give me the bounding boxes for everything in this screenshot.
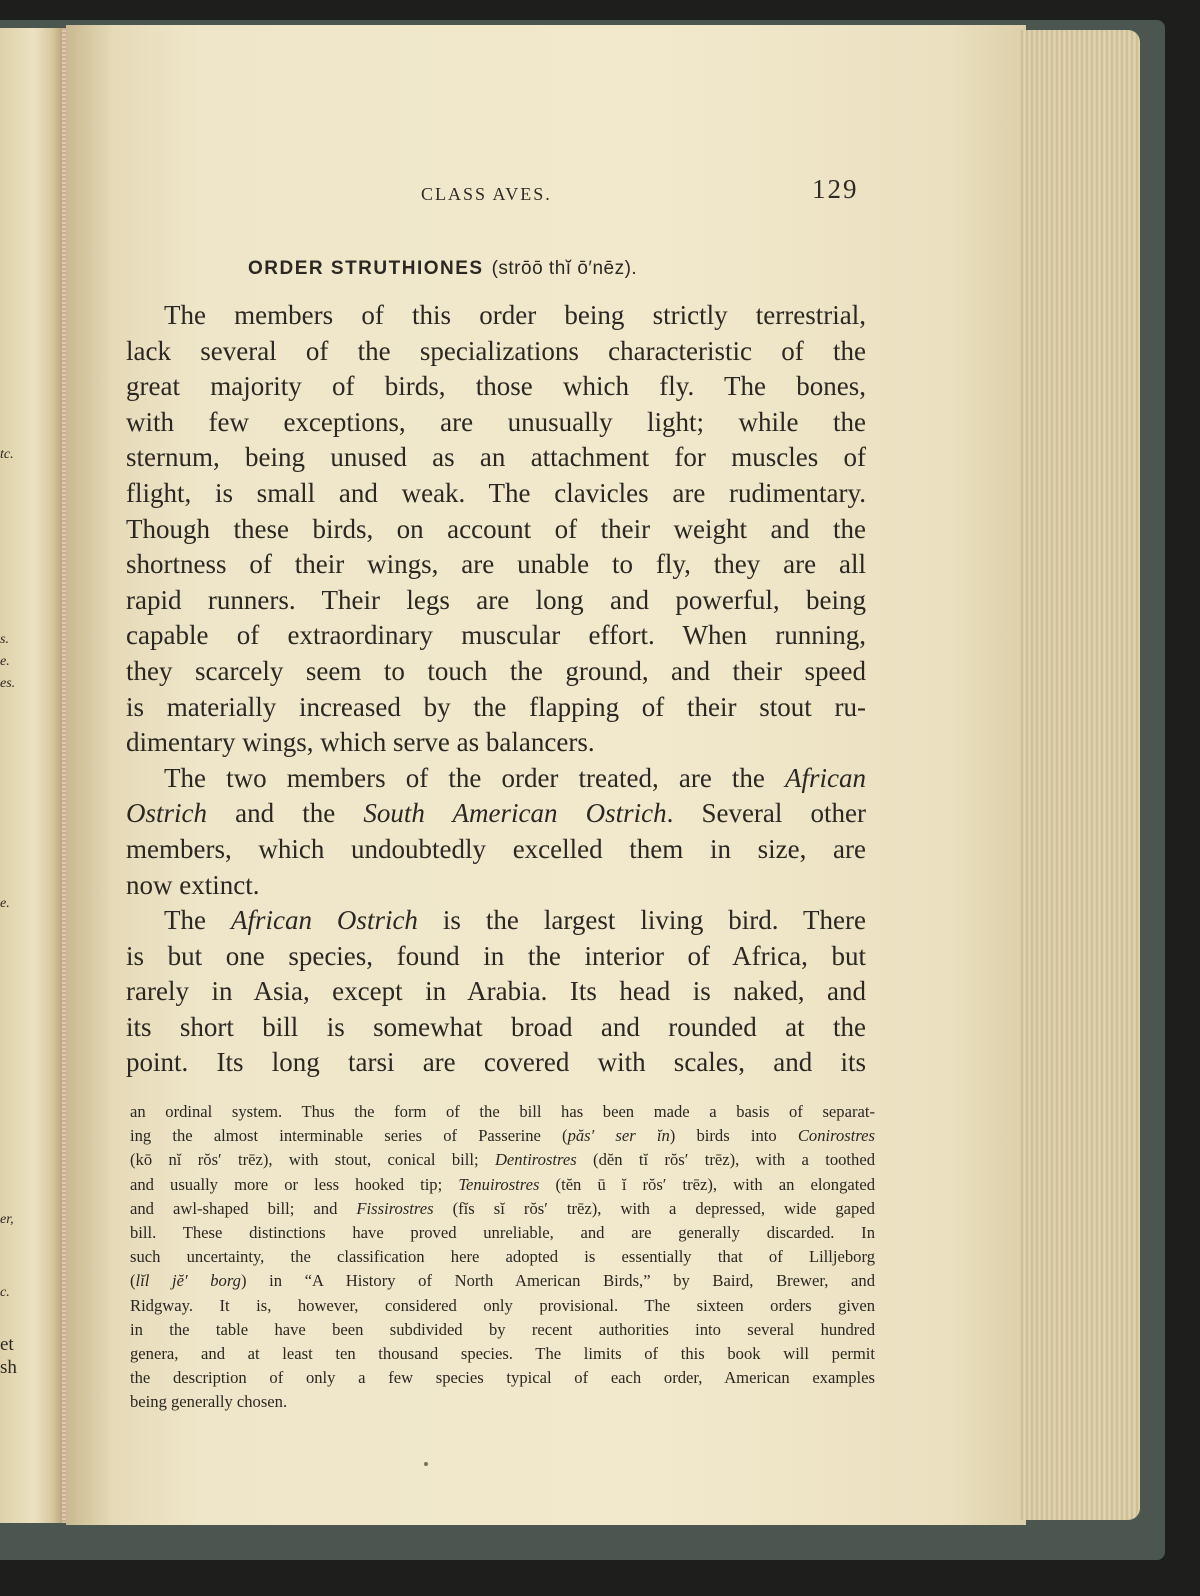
body-line: they scarcely seem to touch the ground, and their speed	[126, 655, 866, 686]
left-fragment: et	[0, 1334, 14, 1355]
body-line: dimentary wings, which serve as balancers.	[126, 727, 595, 758]
footnote-line: in the table have been subdivided by recent authorities into several hundred	[130, 1319, 875, 1339]
footnote-line: genera, and at least ten thousand species. The limits of this book will permit	[130, 1344, 875, 1364]
left-fragment: s.	[0, 632, 9, 647]
body-line: with few exceptions, are unusually light; while the	[126, 406, 866, 437]
body-line: The members of this order being strictly terrestrial,	[164, 300, 866, 330]
order-pronunciation: (strōō thĭ ō′nēz).	[491, 258, 638, 279]
left-fragment: e.	[0, 896, 10, 911]
body-line: sternum, being unused as an attachment for muscles of	[126, 442, 866, 473]
footnote-line: bill. These distinctions have proved unreliable, and are generally discarded. In	[130, 1223, 875, 1243]
body-line: is but one species, found in the interior of Africa, but	[126, 940, 866, 971]
left-fragment: e.	[0, 654, 10, 669]
footnote-line: and usually more or less hooked tip; Tenuirostres (tĕn ū ĭ rŏs′ trēz), with an elongated	[130, 1174, 876, 1194]
body-line-italic: The two members of the order treated, are the African	[164, 762, 866, 793]
body-line: flight, is small and weak. The clavicles are rudimentary.	[126, 477, 866, 508]
body-line: point. Its long tarsi are covered with scales, and its	[126, 1047, 866, 1078]
body-line: is materially increased by the flapping of their stout ru-	[126, 691, 866, 722]
body-line: lack several of the specializations characteristic of the	[126, 335, 866, 366]
body-line: great majority of birds, those which fly. The bones,	[126, 371, 866, 402]
footnote-line: Ridgway. It is, however, considered only provisional. The sixteen orders given	[130, 1295, 875, 1315]
body-line: rapid runners. Their legs are long and powerful, being	[126, 584, 866, 615]
left-fragment: er,	[0, 1212, 14, 1227]
footnote-line: such uncertainty, the classification here adopted is essentially that of Lilljeborg	[130, 1247, 875, 1267]
footnote-line: the description of only a few species typical of each order, American examples	[130, 1368, 875, 1388]
footnote	[130, 1100, 875, 1415]
left-fragment: c.	[0, 1285, 10, 1300]
page-stack	[1020, 30, 1140, 1520]
body-line-italic: Ostrich and the South American Ostrich. Several other	[126, 798, 867, 829]
footnote-line: (kō nĭ rŏs′ trēz), with stout, conical bill; Dentirostres (dĕn tĭ rŏs′ trēz), with a toothed	[130, 1150, 876, 1170]
order-heading	[248, 258, 637, 280]
left-fragment: sh	[0, 1357, 17, 1378]
body-line: its short bill is somewhat broad and rounded at the	[126, 1011, 866, 1042]
footnote-line: and awl-shaped bill; and Fissirostres (fĭs sĭ rŏs′ trēz), with a depressed, wide gaped	[130, 1198, 875, 1218]
left-fragment: es.	[0, 676, 16, 691]
page-number: 129	[812, 174, 859, 204]
left-fragment: tc.	[0, 447, 14, 462]
body-line: rarely in Asia, except in Arabia. Its head is naked, and	[126, 976, 866, 1007]
running-title: CLASS AVES.	[421, 184, 552, 204]
print-speck	[424, 1462, 428, 1466]
body-line: now extinct.	[126, 869, 260, 900]
body-text	[126, 298, 866, 1081]
footnote-line: (lĭl jĕ′ borg) in “A History of North American Birds,” by Baird, Brewer, and	[130, 1271, 875, 1291]
footnote-line: ing the almost interminable series of Passerine (păs′ ser ĭn) birds into Conirostres	[130, 1126, 875, 1146]
footnote-line: being generally chosen.	[130, 1392, 288, 1412]
footnote-line: an ordinal system. Thus the form of the bill has been made a basis of separat-	[130, 1102, 875, 1121]
body-line-italic: The African Ostrich is the largest living bird. There	[164, 905, 866, 936]
body-line: capable of extraordinary muscular effort. When running,	[126, 620, 866, 651]
order-name: ORDER STRUTHIONES	[248, 258, 484, 279]
body-line: Though these birds, on account of their weight and the	[126, 513, 866, 544]
body-line: members, which undoubtedly excelled them in size, are	[126, 833, 866, 864]
body-line: shortness of their wings, are unable to fly, they are all	[126, 549, 866, 580]
